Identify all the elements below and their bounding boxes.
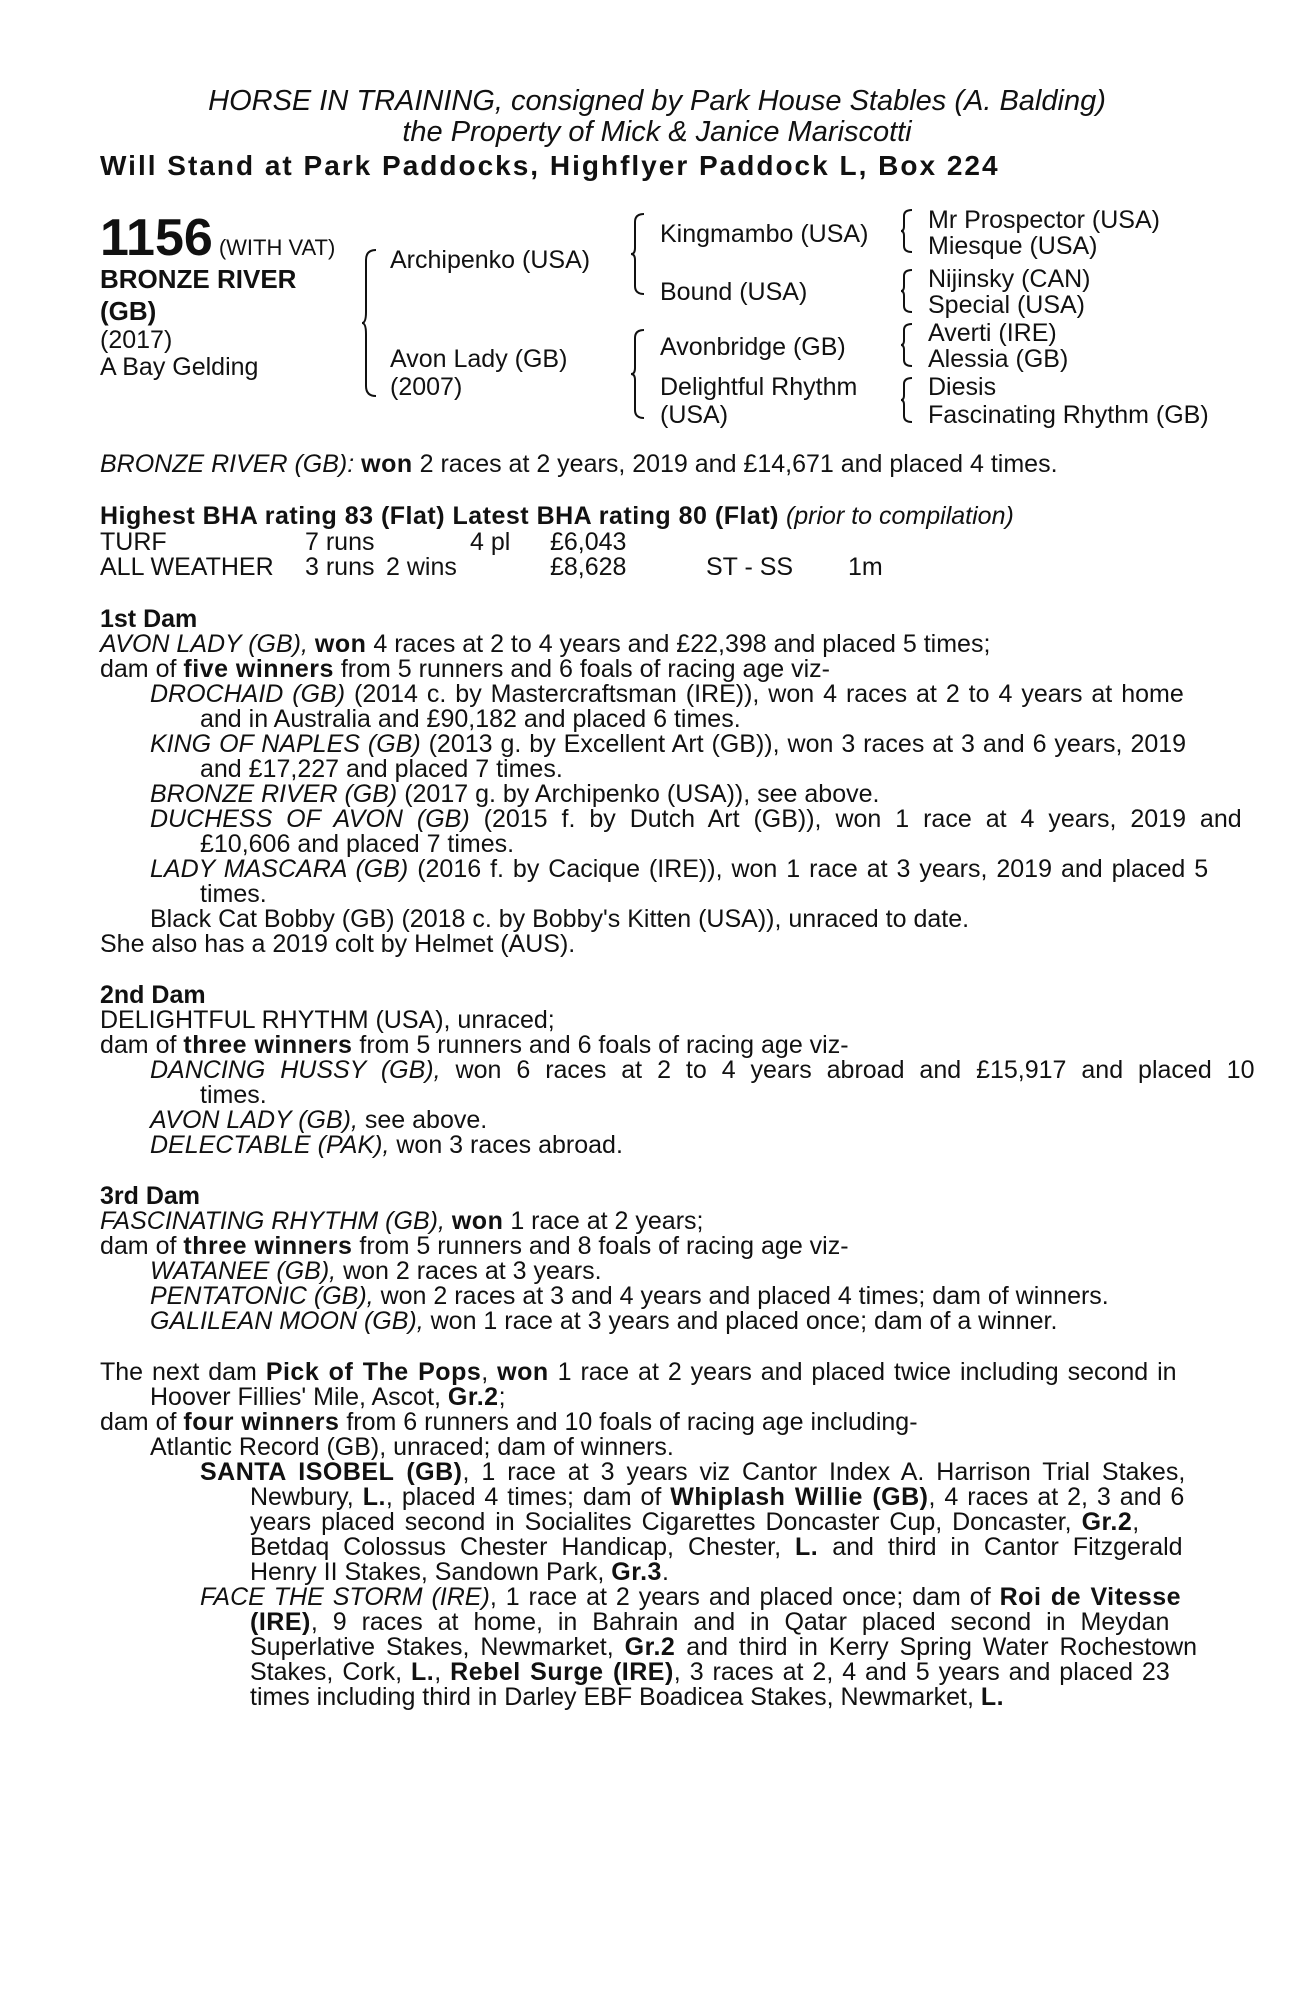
produce-black-cat-bobby: Black Cat Bobby (GB) (2018 c. by Bobby's Kitten (USA)), unraced to date. [150,905,970,933]
pedigree-sire: Archipenko (USA) [390,246,591,274]
produce-atlantic-record: Atlantic Record (GB), unraced; dam of winners. [150,1433,674,1461]
face-the-storm-cont-1: (IRE), 9 races at home, in Bahrain and in Qatar placed second in Meydan [250,1608,1170,1636]
pedigree-sire-sire: Kingmambo (USA) [660,220,869,248]
race-summary: BRONZE RIVER (GB): won 2 races at 2 years, 2019 and £14,671 and placed 4 times. [100,450,1058,478]
first-dam-line: AVON LADY (GB), won 4 races at 2 to 4 years and £22,398 and placed 5 times; [100,630,991,658]
second-dam-produce-summary: dam of three winners from 5 runners and 6 foals of racing age viz- [100,1031,849,1059]
location-line: Will Stand at Park Paddocks, Highflyer Paddock L, Box 224 [100,150,1000,181]
pedigree-dam-dam: Delightful Rhythm [660,373,858,401]
record-aw-going: ST - SS [706,553,794,581]
first-dam-produce-summary: dam of five winners from 5 runners and 6 foals of racing age viz- [100,655,830,683]
record-aw-runs: 3 runs [305,553,375,581]
second-dam-line: DELIGHTFUL RHYTHM (USA), unraced; [100,1006,555,1034]
pedigree-sds: Nijinsky (CAN) [928,265,1091,293]
produce-king-of-naples-cont: and £17,227 and placed 7 times. [200,755,563,783]
consignment-line: HORSE IN TRAINING, consigned by Park House Stables (A. Balding) [208,85,1106,117]
produce-galilean-moon: GALILEAN MOON (GB), won 1 race at 3 years and placed once; dam of a winner. [150,1307,1058,1335]
first-dam-heading: 1st Dam [100,605,198,633]
horse-name [100,263,296,327]
record-turf-runs: 7 runs [305,528,375,556]
produce-bronze-river: BRONZE RIVER (GB) (2017 g. by Archipenko (USA)), see above. [150,780,880,808]
produce-king-of-naples: KING OF NAPLES (GB) (2013 g. by Excellent Art (GB)), won 3 races at 3 and 6 years, 2019 [150,730,1187,758]
produce-duchess-of-avon: DUCHESS OF AVON (GB) (2015 f. by Dutch Art (GB)), won 1 race at 4 years, 2019 and [150,805,1242,833]
record-turf-money: £6,043 [550,528,627,556]
horse-year: (2017) [100,326,173,354]
pedigree-sire-dam: Bound (USA) [660,278,808,306]
pedigree-dam-sire: Avonbridge (GB) [660,333,846,361]
horse-name-line2: (GB) [100,296,157,326]
record-aw-wins: 2 wins [386,553,457,581]
pedigree-dds: Diesis [928,373,997,401]
third-dam-heading: 3rd Dam [100,1182,201,1210]
pedigree-dam: Avon Lady (GB) [390,345,568,373]
vat-note: (WITH VAT) [218,235,336,260]
gen3-brace-2 [900,268,916,314]
third-dam-line: FASCINATING RHYTHM (GB), won 1 race at 2 years; [100,1207,704,1235]
sire-dam-brace [360,248,380,398]
produce-avon-lady: AVON LADY (GB), see above. [150,1106,488,1134]
ownership-line: the Property of Mick & Janice Mariscotti [402,116,912,148]
gen3-brace-4 [900,376,916,424]
pedigree-dss: Averti (IRE) [928,319,1057,347]
record-aw-surface: ALL WEATHER [100,553,274,581]
pedigree-sss: Mr Prospector (USA) [928,206,1160,234]
lot-number-value: 1156 [100,209,213,267]
produce-face-the-storm: FACE THE STORM (IRE), 1 race at 2 years and placed once; dam of Roi de Vitesse [200,1583,1182,1611]
produce-duchess-of-avon-cont: £10,606 and placed 7 times. [200,830,515,858]
first-dam-closing: She also has a 2019 colt by Helmet (AUS). [100,930,576,958]
next-dam-line-cont: Hoover Fillies' Mile, Ascot, Gr.2; [150,1383,506,1411]
face-the-storm-cont-3: Stakes, Cork, L., Rebel Surge (IRE), 3 races at 2, 4 and 5 years and placed 23 [250,1658,1170,1686]
dam-parents-brace [630,328,648,420]
record-turf-placed: 4 pl [470,528,511,556]
horse-name-line1: BRONZE RIVER [100,264,297,294]
gen3-brace-1 [900,208,916,254]
pedigree-dsd: Alessia (GB) [928,345,1069,373]
pedigree-ssd: Miesque (USA) [928,232,1098,260]
produce-dancing-hussy: DANCING HUSSY (GB), won 6 races at 2 to 4 years abroad and £15,917 and placed 10 [150,1056,1255,1084]
second-dam-heading: 2nd Dam [100,981,206,1009]
record-aw-distance: 1m [848,553,883,581]
produce-lady-mascara-cont: times. [200,880,267,908]
produce-lady-mascara: LADY MASCARA (GB) (2016 f. by Cacique (IRE)), won 1 race at 3 years, 2019 and placed 5 [150,855,1209,883]
produce-pentatonic: PENTATONIC (GB), won 2 races at 3 and 4 years and placed 4 times; dam of winners. [150,1282,1109,1310]
sire-parents-brace [630,212,648,296]
lot-number [100,208,335,268]
santa-isobel-cont-2: years placed second in Socialites Cigarettes Doncaster Cup, Doncaster, Gr.2, [250,1508,1140,1536]
pedigree-sdd: Special (USA) [928,291,1085,319]
pedigree-dam-dam-country: (USA) [660,401,729,429]
produce-delectable: DELECTABLE (PAK), won 3 races abroad. [150,1131,623,1159]
next-dam-produce-summary: dam of four winners from 6 runners and 10 foals of racing age including- [100,1408,918,1436]
record-aw-money: £8,628 [550,553,627,581]
santa-isobel-cont-4: Henry II Stakes, Sandown Park, Gr.3. [250,1558,669,1586]
horse-description: A Bay Gelding [100,353,259,381]
next-dam-line: The next dam Pick of The Pops, won 1 race at 2 years and placed twice including second in [100,1358,1177,1386]
santa-isobel-cont-3: Betdaq Colossus Chester Handicap, Chester, L. and third in Cantor Fitzgerald [250,1533,1183,1561]
bha-ratings: Highest BHA rating 83 (Flat) Latest BHA rating 80 (Flat) (prior to compilation) [100,502,1014,530]
face-the-storm-cont-4: times including third in Darley EBF Boadicea Stakes, Newmarket, L. [250,1683,1005,1711]
produce-watanee: WATANEE (GB), won 2 races at 3 years. [150,1257,602,1285]
pedigree-dam-year: (2007) [390,373,463,401]
gen3-brace-3 [900,322,916,368]
santa-isobel-cont-1: Newbury, L., placed 4 times; dam of Whiplash Willie (GB), 4 races at 2, 3 and 6 [250,1483,1185,1511]
produce-santa-isobel: SANTA ISOBEL (GB), 1 race at 3 years viz Cantor Index A. Harrison Trial Stakes, [200,1458,1186,1486]
produce-drochaid-cont: and in Australia and £90,182 and placed 6 times. [200,705,741,733]
produce-dancing-hussy-cont: times. [200,1081,267,1109]
face-the-storm-cont-2: Superlative Stakes, Newmarket, Gr.2 and third in Kerry Spring Water Rochestown [250,1633,1198,1661]
third-dam-produce-summary: dam of three winners from 5 runners and 8 foals of racing age viz- [100,1232,849,1260]
record-turf-surface: TURF [100,528,167,556]
pedigree-ddd: Fascinating Rhythm (GB) [928,401,1209,429]
produce-drochaid: DROCHAID (GB) (2014 c. by Mastercraftsman (IRE)), won 4 races at 2 to 4 years at home [150,680,1184,708]
